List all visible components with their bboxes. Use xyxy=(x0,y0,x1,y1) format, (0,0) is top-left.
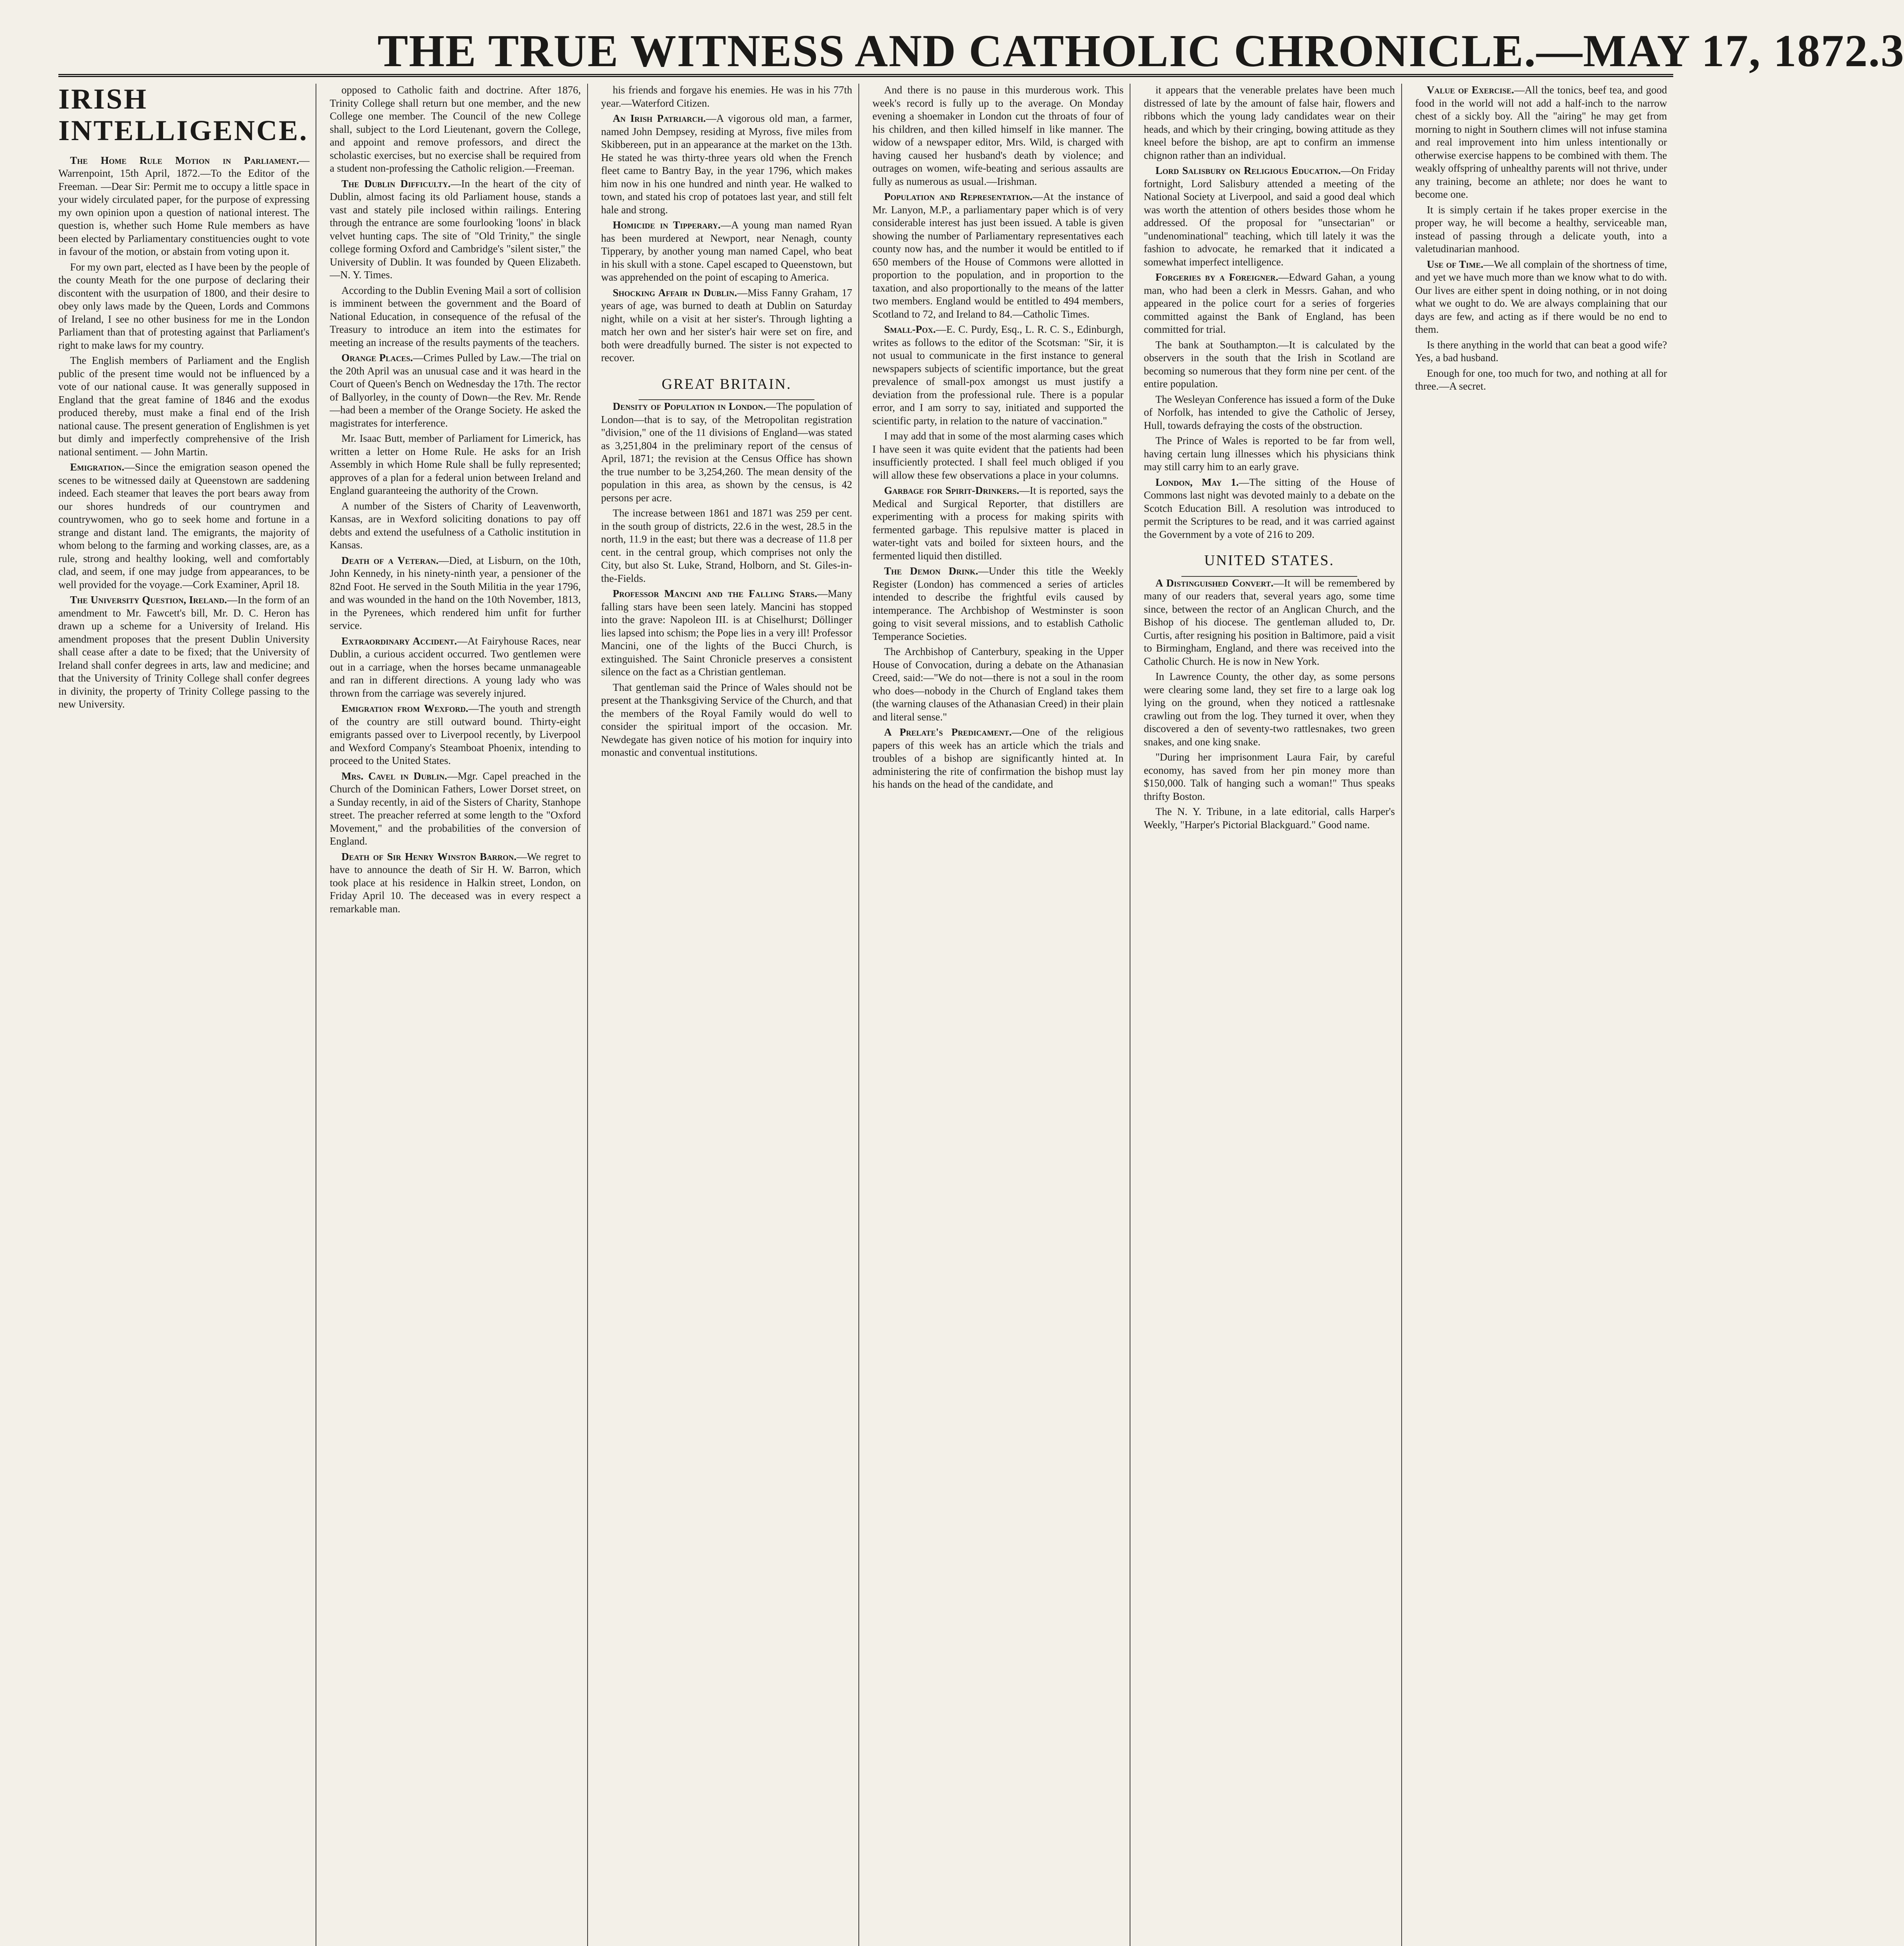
article-headline: A Distinguished Convert. xyxy=(1155,577,1274,589)
article-headline: Homicide in Tipperary. xyxy=(612,219,721,231)
article-paragraph xyxy=(1144,84,1395,162)
article-paragraph xyxy=(1144,476,1395,541)
article-paragraph xyxy=(601,219,852,284)
article-body: his friends and forgave his enemies. He was in his 77th year.—Waterford Citizen. xyxy=(601,84,852,109)
article-paragraph xyxy=(872,484,1123,562)
article-body: it appears that the venerable prelates have been much distressed of late by the amount of false hair, flowers and ribbons which the young lady candidates wear on their heads, and which by their cringing, bowing attitude as they kneel before the bishop, are apt to confirm an immense chignon rather than an individual. xyxy=(1144,84,1395,161)
article-body: —The sitting of the House of Commons last night was devoted mainly to a debate on the Scotch Education Bill. A resolution was introduced to permit the Scriptures to be read, and it was carried against the Government by a vote of 216 to 209. xyxy=(1144,476,1395,540)
article-body: —Crimes Pulled by Law.—The trial on the 20th April was an unusual case and it was heard in the Court of Queen's Bench on Wednesday the 17th. The rector of Ballyorley, in the county of Down—the Rev. Mr. Rende—had been a member of the Orange Society. He asked the magistrates for interference. xyxy=(330,352,581,429)
article-body: —At the instance of Mr. Lanyon, M.P., a parliamentary paper which is of very considerable interest has just been issued. A table is given showing the number of Parliamentary representatives each county now has, and the number it would be entitled to if 650 members of the House of Commons were allotted in proportion to the population, and in proportion to the taxation, and also proportionally to the means of the latter two members. England would be entitled to 494 members, Scotland to 72, and Ireland to 84.—Catholic Times. xyxy=(872,191,1124,320)
article-body: That gentleman said the Prince of Wales should not be present at the Thanksgiving Service of the Church, and that the members of the Royal Family would do well to consider the spiritual import of the occasion. Mr. Newdegate has given notice of his motion for inquiry into monastic and conventual institutions. xyxy=(601,681,852,758)
article-paragraph xyxy=(601,400,852,504)
article-body: Mr. Isaac Butt, member of Parliament for Limerick, has written a letter on Home Rule. He asks for an Irish Assembly in which Home Rule shall be fully represented; approves of a plan for a federal union between Ireland and England guaranteeing the authority of the Crown. xyxy=(330,432,581,496)
article-paragraph xyxy=(1144,434,1395,474)
article-paragraph xyxy=(330,284,581,350)
column-1 xyxy=(58,84,316,1946)
article-headline: Orange Places. xyxy=(341,352,413,364)
article-paragraph xyxy=(1415,367,1667,393)
article-paragraph xyxy=(58,261,309,352)
newspaper-title: THE TRUE WITNESS AND CATHOLIC CHRONICLE.—MAY 17, 1872. xyxy=(377,25,1881,76)
article-paragraph xyxy=(601,587,852,679)
article-body: —At Fairyhouse Races, near Dublin, a curious accident occurred. Two gentlemen were out in a carriage, when the horses became unmanageable and ran in different directions. A young lady who was thrown from the carriage was severely injured. xyxy=(330,635,581,699)
article-headline: Emigration. xyxy=(70,461,125,473)
article-headline: Forgeries by a Foreigner. xyxy=(1155,271,1278,283)
article-columns xyxy=(58,84,1673,1946)
article-paragraph xyxy=(601,507,852,585)
article-body: The Wesleyan Conference has issued a form of the Duke of Norfolk, has intended to give the Catholic of Jersey, Hull, towards defraying the costs of the obstruction. xyxy=(1144,393,1395,431)
article-body: Is there anything in the world that can beat a good wife? Yes, a bad husband. xyxy=(1415,339,1667,364)
article-body: The English members of Parliament and the English public of the present time would not be influenced by a vote of our national cause. It was generally supposed in England that the great famine of 1846 and the exodus produced thereby, must make a final end of the Irish national cause. The present generation of Englishmen is yet but dimly and imperfectly comprehensive of the Irish national sentiment. — John Martin. xyxy=(58,355,310,458)
article-paragraph xyxy=(330,635,581,700)
article-body: —We all complain of the shortness of time, and yet we have much more than we know what to do with. Our lives are either spent in doing nothing, or in not doing what we ought to do. We are always complaining that our days are few, and acting as if there would be no end to them. xyxy=(1415,258,1667,335)
article-paragraph xyxy=(1144,271,1395,336)
section-subheading: GREAT BRITAIN. xyxy=(662,376,792,392)
article-paragraph xyxy=(872,430,1123,482)
article-paragraph xyxy=(330,84,581,175)
article-headline: Use of Time. xyxy=(1427,258,1484,270)
article-paragraph xyxy=(330,432,581,497)
article-headline: Extraordinary Accident. xyxy=(341,635,457,647)
article-paragraph xyxy=(1144,339,1395,391)
article-body: —E. C. Purdy, Esq., L. R. C. S., Edinburgh, writes as follows to the editor of the Scotsman: "Sir, it is not usual to communicate in the first instance to general newspapers subjects of scientific importance, but the great prevalence of small-pox amongst us must justify a deviation from the professional rule. There is a popular error, and I am sorry to say, initiated and supported the scientific party, in relation to the nature of vaccination." xyxy=(872,323,1124,427)
article-paragraph xyxy=(330,351,581,430)
article-headline: Value of Exercise. xyxy=(1427,84,1514,96)
article-paragraph xyxy=(330,500,581,552)
article-body: Enough for one, too much for two, and nothing at all for three.—A secret. xyxy=(1415,367,1667,392)
article-paragraph xyxy=(58,594,309,711)
article-body: —Warrenpoint, 15th April, 1872.—To the Editor of the Freeman. —Dear Sir: Permit me to occupy a little space in your widely circulated paper, for the purpose of expressing my own opinion upon a question of national interest. The question is, whether such Home Rule members as have been elected by Parliamentary constituencies ought to vote in favour of the motion, or abstain from voting upon it. xyxy=(58,154,310,258)
column-2 xyxy=(330,84,588,1946)
article-body: The Archbishop of Canterbury, speaking in the Upper House of Convocation, during a debate on the Athanasian Creed, said:—"We do not—there is not a soul in the room who does—nobody in the Church of England takes them (the warning clauses of the Athanasian Creed) in their plain and literal sense." xyxy=(872,646,1124,723)
column-5 xyxy=(1144,84,1402,1946)
column-6 xyxy=(1415,84,1673,1946)
article-body: —One of the religious papers of this week has an article which the trials and troubles of a bishop are significantly hinted at. In administering the rite of confirmation the bishop must lay his hands on the head of the candidate, and xyxy=(872,726,1124,790)
article-body: The bank at Southampton.—It is calculated by the observers in the south that the Irish in Scotland are becoming so numerous that they form nine per cent. of the entire population. xyxy=(1144,339,1395,390)
article-body: —Under this title the Weekly Register (London) has commenced a series of articles intended to describe the frightful evils caused by intemperance. The Archbishop of Westminster is soon going to visit several missions, and to establish Catholic Temperance Societies. xyxy=(872,565,1124,642)
column-4 xyxy=(872,84,1130,1946)
column-3 xyxy=(601,84,859,1946)
article-headline: Emigration from Wexford. xyxy=(341,703,469,714)
article-paragraph xyxy=(1415,258,1667,336)
article-body: —A vigorous old man, a farmer, named John Dempsey, residing at Myross, five miles from Skibbereen, put in an appearance at the market on the 13th. He stated he was thirty-three years old when the French fleet came to Bantry Bay, in the year 1796, which makes him now in his one hundred and ninth year. He walked to town, and stated his crop of potatoes last year, and still felt hale and strong. xyxy=(601,112,852,216)
article-body: —Edward Gahan, a young man, who had been a clerk in Messrs. Gahan, and who appeared in the police court for a series of forgeries committed against the Bank of England, has been committed for trial. xyxy=(1144,271,1395,335)
article-body: —In the heart of the city of Dublin, almost facing its old Parliament house, stands a vast and stately pile inclosed within railings. Entering through the entrance are some fourlooking 'loons' in black velvet hunting caps. The site of "Old Trinity," the single college forming Oxford and Cambridge's "silent sister," the University of Dublin. It was founded by Queen Elizabeth.—N. Y. Times. xyxy=(330,177,581,281)
article-paragraph xyxy=(601,286,852,365)
article-paragraph xyxy=(1144,164,1395,269)
article-paragraph xyxy=(1144,805,1395,831)
article-paragraph xyxy=(872,565,1123,643)
article-paragraph xyxy=(330,702,581,768)
article-headline: Death of Sir Henry Winston Barron. xyxy=(341,850,517,862)
article-body: —The population of London—that is to say, of the Metropolitan registration "division," one of the 11 divisions of England—was stated as 3,251,804 in the preliminary report of the census of April, 1871; the revision at the Census Office has shown the true number to be 3,254,260. The mean density of the population in this area, as shown by the census, is 42 persons per acre. xyxy=(601,400,852,504)
article-body: —Many falling stars have been seen lately. Mancini has stopped into the grave: Napoleon III. is at Chiselhurst; Döllinger lies lapsed into schism; the Pope lies in a very ill! Professor Mancini, one of the lights of the Bucci Church, is extinguished. The Saint Chronicle preserves a consistent silence on the fact as a Christian gentleman. xyxy=(601,588,852,678)
article-body: opposed to Catholic faith and doctrine. After 1876, Trinity College shall return but one member, and the new College one member. The Council of the new College shall, subject to the Lord Lieutenant, govern the College, and appoint and remove professors, and direct the scholastic exercises, but no exercise shall be required from a student non-professing the Catholic religion.—Freeman. xyxy=(330,84,581,174)
article-headline: The Demon Drink. xyxy=(884,565,978,577)
article-headline: Lord Salisbury on Religious Education. xyxy=(1155,165,1341,176)
article-headline: An Irish Patriarch. xyxy=(612,112,706,124)
article-body: —The youth and strength of the country are still outward bound. Thirty-eight emigrants passed over to Liverpool recently, by Liverpool and Wexford Company's Steamboat Phoenix, intending to proceed to the United States. xyxy=(330,703,581,766)
article-paragraph xyxy=(601,681,852,759)
article-headline: Professor Mancini and the Falling Stars. xyxy=(612,588,817,599)
article-paragraph xyxy=(1415,84,1667,201)
article-body: The increase between 1861 and 1871 was 259 per cent. in the south group of districts, 22.6 in the west, 28.5 in the north, 11.9 in the east; but there was a decrease of 11.8 per cent. in the central group, which comprises not only the City, but also St. Luke, Strand, Holborn, and St. Giles-in-the-Fields. xyxy=(601,507,852,584)
article-paragraph xyxy=(330,850,581,916)
article-body: The N. Y. Tribune, in a late editorial, calls Harper's Weekly, "Harper's Pictorial Blackguard." Good name. xyxy=(1144,806,1395,831)
article-body: I may add that in some of the most alarming cases which I have seen it was quite evident that the patients had been insufficiently protected. I shall feel much obliged if you will allow these few observations a place in your columns. xyxy=(872,430,1124,481)
article-headline: Small-Pox. xyxy=(884,323,936,335)
article-body: "During her imprisonment Laura Fair, by careful economy, has saved from her pin money more than $150,000. Talk of hanging such a woman!" Thus speaks thrifty Boston. xyxy=(1144,751,1395,802)
article-body: —A young man named Ryan has been murdered at Newport, near Nenagh, county Tipperary, by another young man named Capel, who beat in his skull with a stone. Capel escaped to Queenstown, but was apprehended on the point of escaping to America. xyxy=(601,219,852,283)
section-subheading: UNITED STATES. xyxy=(1204,552,1335,569)
article-body: —Since the emigration season opened the scenes to be witnessed daily at Queenstown are saddening indeed. Each steamer that leaves the port bears away from our shores hundreds of our countrymen and countrywomen, who go to seek home and fortune in a strange and distant land. The emigrants, the majority of whom belong to the farming and working classes, are, as a rule, strong and healthy looking, well and comfortably clad, and seem, if one may judge from appearances, to be well provided for the voyage.—Cork Examiner, April 18. xyxy=(58,461,310,590)
article-paragraph xyxy=(58,461,309,591)
article-headline: London, May 1. xyxy=(1155,476,1239,488)
article-body: For my own part, elected as I have been by the people of the county Meath for the one purpose of declaring their discontent with the usurpation of 1800, and their desire to obey only laws made by the Queen, Lords and Commons of Ireland, I see no other business for me in the London Parliament than that of protesting against that Parliament's right to make laws for my country. xyxy=(58,261,310,351)
article-headline: A Prelate's Predicament. xyxy=(884,726,1012,738)
article-paragraph xyxy=(872,726,1123,791)
article-paragraph xyxy=(872,323,1123,427)
article-headline: The Home Rule Motion in Parliament. xyxy=(70,154,299,166)
article-body: A number of the Sisters of Charity of Leavenworth, Kansas, are in Wexford soliciting donations to pay off debts and extend the usefulness of a Catholic institution in Kansas. xyxy=(330,500,581,551)
article-paragraph xyxy=(601,112,852,216)
article-body: —Mgr. Capel preached in the Church of the Dominican Fathers, Lower Dorset street, on a Sunday recently, in aid of the Sisters of Charity, Stanhope street. The preacher referred at some length to the "Oxford Movement," and the probabilities of the conversion of England. xyxy=(330,770,581,847)
article-paragraph xyxy=(1415,339,1667,365)
article-body: —It is reported, says the Medical and Surgical Reporter, that distillers are experimenting with a process for making spirits with fermented garbage. This repulsive matter is placed in water-tight vats and boiled for sixteen hours, and the fermented liquid then distilled. xyxy=(872,485,1124,562)
article-body: —On Friday fortnight, Lord Salisbury attended a meeting of the National Society at Liverpool, and said a good deal which was worth the attention of others besides those whom he addressed. Of the proposal for "unsectarian" or "undenominational" teaching, which till lately it was the fashion to advocate, he remarked that it indicated a somewhat imperfect intelligence. xyxy=(1144,165,1395,268)
article-headline: The Dublin Difficulty. xyxy=(341,177,451,190)
article-paragraph xyxy=(872,84,1123,188)
article-body: —We regret to have to announce the death of Sir H. W. Barron, which took place at his residence in Halkin street, London, on Friday April 10. The deceased was in every respect a remarkable man. xyxy=(330,850,581,915)
article-paragraph xyxy=(58,154,309,258)
section-heading: IRISH INTELLIGENCE. xyxy=(58,83,309,147)
article-body: —Miss Fanny Graham, 17 years of age, was burned to death at Dublin on Saturday night, while on a visit at her sister's. Through lighting a match her own and her sister's hair were set on fire, and both were dreadfully burned. The sister is not expected to recover. xyxy=(601,286,852,364)
article-body: The Prince of Wales is reported to be far from well, having certain lung illnesses which his physicians think may still carry him to an early grave. xyxy=(1144,435,1395,472)
article-body: According to the Dublin Evening Mail a sort of collision is imminent between the government and the Board of National Education, in consequence of the refusal of the Treasury to introduce an item into the estimates for meeting an increase of the results payments of the teachers. xyxy=(330,284,581,348)
article-paragraph xyxy=(601,84,852,110)
article-body: And there is no pause in this murderous work. This week's record is fully up to the average. On Monday evening a shoemaker in London cut the throats of four of his children, and then killed himself in like manner. The widow of a newspaper editor, Mrs. Wild, is charged with having caused her husband's death by violence; and outrages on women, wife-beating and serious assaults are fully as numerous as usual.—Irishman. xyxy=(872,84,1124,187)
article-paragraph xyxy=(330,770,581,848)
article-paragraph xyxy=(58,354,309,458)
page-number: 3 xyxy=(1880,25,1904,76)
article-paragraph xyxy=(330,554,581,632)
article-body: —In the form of an amendment to Mr. Fawcett's bill, Mr. D. C. Heron has drawn up a scheme for a University of Ireland. His amendment proposes that the present Dublin University shall cease after a date to be fixed; that the University of Ireland shall confer degrees in arts, law and medicine; and that the University of Trinity College shall confer degrees in divinity, the property of Trinity College passing to the new University. xyxy=(58,594,310,710)
article-paragraph xyxy=(1144,670,1395,748)
article-paragraph xyxy=(1144,393,1395,432)
article-headline: The University Question, Ireland. xyxy=(70,594,227,606)
article-paragraph xyxy=(330,177,581,282)
masthead xyxy=(58,16,1904,77)
article-body: It is simply certain if he takes proper exercise in the proper way, he will become a healthy, serviceable man, instead of passing through a delicate youth, into a valetudinarian manhood. xyxy=(1415,204,1667,255)
article-headline: Population and Representation. xyxy=(884,191,1033,202)
article-body: —It will be remembered by many of our readers that, several years ago, some time since, between the rector of an Anglican Church, and the Bishop of his diocese. The gentleman alluded to, Dr. Curtis, after resigning his position in Baltimore, paid a visit to Birmingham, England, and there was received into the Catholic Church. He is now in New York. xyxy=(1144,577,1395,667)
article-headline: Death of a Veteran. xyxy=(341,554,439,566)
article-paragraph xyxy=(872,190,1123,321)
article-headline: Garbage for Spirit-Drinkers. xyxy=(884,485,1020,496)
article-body: —All the tonics, beef tea, and good food in the world will not add a half-inch to the narrow chest of a sickly boy. All the "airing" he may get from morning to night in Southern climes will not infuse stamina and real improvement into him unless intentionally or otherwise exercise happens to be combined with them. The weakly offspring of unhealthy parents will not thrive, under any training, become an athlete; nor does he want to become one. xyxy=(1415,84,1667,200)
article-paragraph xyxy=(872,645,1123,724)
article-headline: Density of Population in London. xyxy=(612,400,766,412)
article-paragraph xyxy=(1144,751,1395,803)
article-headline: Mrs. Cavel in Dublin. xyxy=(341,770,447,782)
article-body: —Died, at Lisburn, on the 10th, John Kennedy, in his ninety-ninth year, a pensioner of the 82nd Foot. He served in the South Militia in the year 1796, and was wounded in the hand on the 10th November, 1813, in the Pyrenees, which rendered him unfit for further service. xyxy=(330,554,581,631)
article-headline: Shocking Affair in Dublin. xyxy=(612,286,737,299)
article-paragraph xyxy=(1415,204,1667,256)
article-body: In Lawrence County, the other day, as some persons were clearing some land, they set fire to a large oak log lying on the ground, when they noticed a rattlesnake crawling out from the log. They turned it over, when they discovered a den of seventy-two rattlesnakes, two green snakes, and one king snake. xyxy=(1144,671,1395,748)
article-paragraph xyxy=(1144,577,1395,668)
